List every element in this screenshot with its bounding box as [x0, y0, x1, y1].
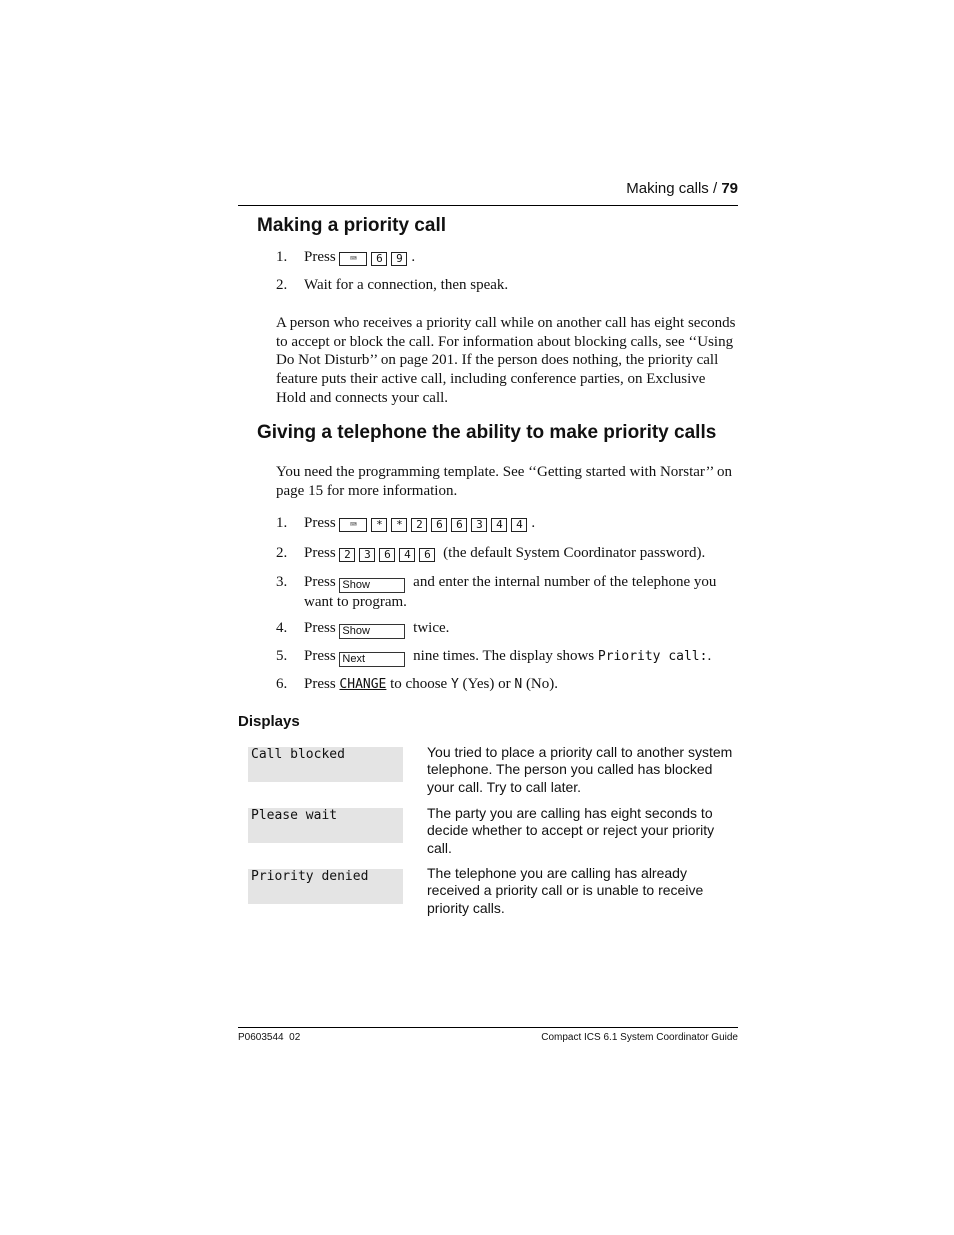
header-section: Making calls /	[626, 180, 718, 197]
dialpad-key: 3	[471, 518, 487, 532]
softkey-next: Next	[339, 652, 405, 667]
dialpad-key: 4	[399, 548, 415, 562]
dialpad-key: *	[391, 518, 407, 532]
dialpad-key: 6	[379, 548, 395, 562]
lcd-display: Call blocked	[248, 747, 403, 782]
display-description: The telephone you are calling has already received a priority call or is unable to receive priority calls.	[427, 865, 704, 916]
footer-doc-number: P0603544 02	[238, 1032, 301, 1043]
displays-heading: Displays	[238, 713, 300, 730]
dialpad-key: 6	[431, 518, 447, 532]
dialpad-key: 9	[391, 252, 407, 266]
dialpad-key: 3	[359, 548, 375, 562]
dialpad-key: 2	[339, 548, 355, 562]
footer-doc-title: Compact ICS 6.1 System Coordinator Guide	[541, 1032, 738, 1043]
feature-key-icon: ⌨	[339, 252, 367, 266]
softkey-show: Show	[339, 624, 405, 639]
display-description: You tried to place a priority call to another system telephone. The person you called has blocked your call. Try to call later.	[427, 744, 733, 795]
display-text: Priority call:	[597, 649, 708, 664]
dialpad-key: 4	[511, 518, 527, 532]
display-description: The party you are calling has eight seconds to decide whether to accept or reject your priority call.	[427, 805, 715, 856]
display-n: N	[514, 677, 523, 692]
dialpad-key: 6	[371, 252, 387, 266]
dialpad-key: 4	[491, 518, 507, 532]
feature-key-icon: ⌨	[339, 518, 367, 532]
dialpad-key: 6	[451, 518, 467, 532]
footer-rule	[238, 1027, 738, 1028]
s1-paragraph: A person who receives a priority call while on another call has eight seconds to accept or block the call. For information about blocking calls, see ‘‘Using Do Not Disturb’’ on page 201. If the person does nothing, the priority call feature puts their active call, including conference parties, on Exclusive Hold and connects your call.	[276, 315, 736, 406]
s2-intro: You need the programming template. See ‘‘Getting started with Norstar’’ on page 15 for more information.	[276, 464, 732, 499]
dialpad-key: 6	[419, 548, 435, 562]
header-rule	[238, 205, 738, 206]
dialpad-key: 2	[411, 518, 427, 532]
section-title-priority-call: Making a priority call	[257, 215, 446, 236]
running-header	[238, 180, 738, 197]
lcd-display: Priority denied	[248, 869, 403, 904]
display-y: Y	[450, 677, 459, 692]
page-number: 79	[721, 180, 738, 197]
dialpad-key: *	[371, 518, 387, 532]
section-title-giving-ability: Giving a telephone the ability to make priority calls	[257, 422, 717, 443]
lcd-display: Please wait	[248, 808, 403, 843]
softkey-show: Show	[339, 578, 405, 593]
softkey-label-change: CHANGE	[339, 677, 387, 692]
